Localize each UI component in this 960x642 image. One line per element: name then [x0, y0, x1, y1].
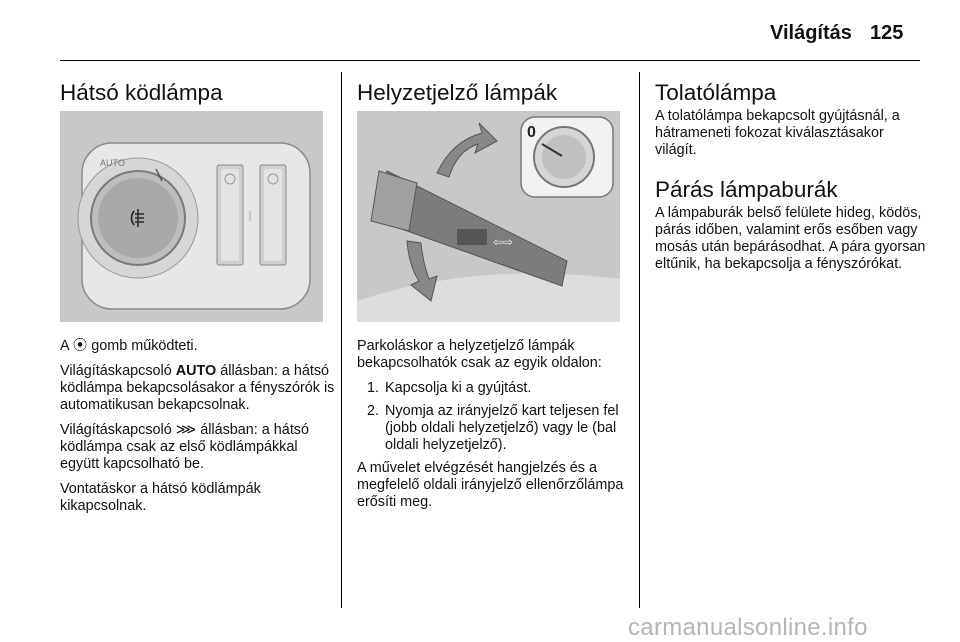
column-rear-fog-lamp-text [60, 338, 336, 523]
column-parking-lights-text [357, 338, 629, 519]
column-rear-fog-lamp [60, 80, 330, 106]
parking-outro: A művelet elvégzését hangjelzés és a megfelelő oldali irányjelző ellenőrzőlámpa erősíti meg. [357, 460, 624, 510]
section-heading-fogged-covers: Párás lámpaburák [655, 177, 838, 202]
headlamp-icon [260, 165, 286, 265]
section-heading-rear-fog-lamp: Hátsó ködlámpa [60, 80, 223, 105]
page-header-title: Világítás [770, 22, 852, 44]
paragraph-1: A ⦿ gomb működteti. [60, 338, 198, 354]
dial-zero-label: 0 [527, 124, 536, 141]
header-rule [60, 60, 920, 61]
rear-fog-symbol-icon: ⦿ [72, 338, 88, 354]
auto-bold: AUTO [175, 363, 217, 379]
column-parking-lights [357, 80, 637, 106]
light-switch-figure [60, 111, 323, 322]
paragraph-3: Világításkapcsoló ⋙ állásban: a hátsó ködlámpa csak az első ködlámpákkal együtt kapcsolható be. [60, 422, 310, 472]
column-reversing-lights [655, 80, 927, 281]
column-divider-2 [639, 72, 640, 608]
section-heading-reversing-lights: Tolatólámpa [655, 80, 777, 105]
step-2: 2. Nyomja az irányjelző kart teljesen fel (jobb oldali helyzetjelző) vagy le (bal oldali helyzetjelző). [383, 403, 629, 454]
parking-intro: Parkoláskor a helyzetjelző lámpák bekapcsolhatók csak az egyik oldalon: [357, 338, 602, 371]
turn-signal-lever-figure [357, 111, 620, 322]
page-number: 125 [870, 22, 904, 44]
section-heading-parking-lights: Helyzetjelző lámpák [357, 80, 558, 105]
step-1: 1. Kapcsolja ki a gyújtást. [383, 380, 629, 397]
position-light-symbol-icon: ⋙ [175, 422, 197, 438]
dial-auto-label: AUTO [100, 158, 125, 168]
watermark: carmanualsonline.info [628, 614, 868, 641]
front-fog-lamp-icon [217, 165, 243, 265]
arrow-up-icon [437, 123, 497, 177]
parking-steps [357, 380, 629, 454]
paragraph-4: Vontatáskor a hátsó ködlámpák kikapcsolnak. [60, 481, 261, 514]
paragraph-2: Világításkapcsoló AUTO állásban: a hátsó ködlámpa bekapcsolásakor a fényszórók is automatikusan bekapcsolnak. [60, 363, 335, 413]
fogged-covers-paragraph: A lámpaburák belső felülete hideg, ködös, párás időben, valamint erős esőben vagy mosás után bepárásodhat. A pára gyorsan eltűnik, ha bekapcsolja a fényszórókat. [655, 205, 926, 272]
svg-text:⇦⇨: ⇦⇨ [493, 235, 514, 249]
column-divider-1 [341, 72, 342, 608]
reversing-lights-paragraph: A tolatólámpa bekapcsolt gyújtásnál, a hátrameneti fokozat kiválasztásakor világít. [655, 108, 900, 158]
